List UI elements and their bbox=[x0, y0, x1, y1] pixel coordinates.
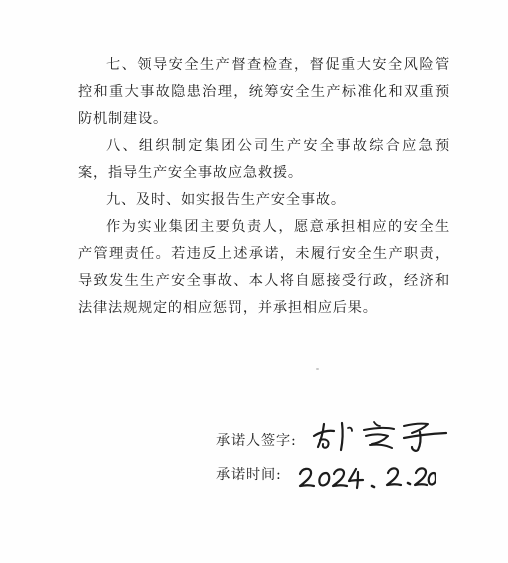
date-label: 承诺时间: bbox=[216, 467, 282, 483]
handwritten-signature bbox=[308, 414, 458, 454]
signature-block bbox=[216, 422, 476, 502]
signer-row bbox=[216, 426, 476, 454]
clause-eight: 八、组织制定集团公司生产安全事故综合应急预案，指导生产安全事故应急救援。 bbox=[78, 138, 450, 181]
signer-label: 承诺人签字: bbox=[216, 433, 297, 449]
date-row bbox=[216, 460, 476, 488]
clause-seven: 七、领导安全生产督查检查，督促重大安全风险管控和重大事故隐患治理，统筹安全生产标准化和双重预防机制建设。 bbox=[78, 57, 450, 127]
document-body bbox=[78, 52, 450, 322]
clause-nine: 九、及时、如实报告生产安全事故。 bbox=[106, 192, 346, 208]
scan-speck bbox=[316, 368, 319, 370]
handwritten-date bbox=[296, 458, 436, 494]
responsibility-statement: 作为实业集团主要负责人，愿意承担相应的安全生产管理责任。若违反上述承诺，未履行安全生产职责，导致发生生产安全事故、本人将自愿接受行政，经济和法律法规规定的相应惩罚，并承担相应后果。 bbox=[78, 219, 450, 316]
